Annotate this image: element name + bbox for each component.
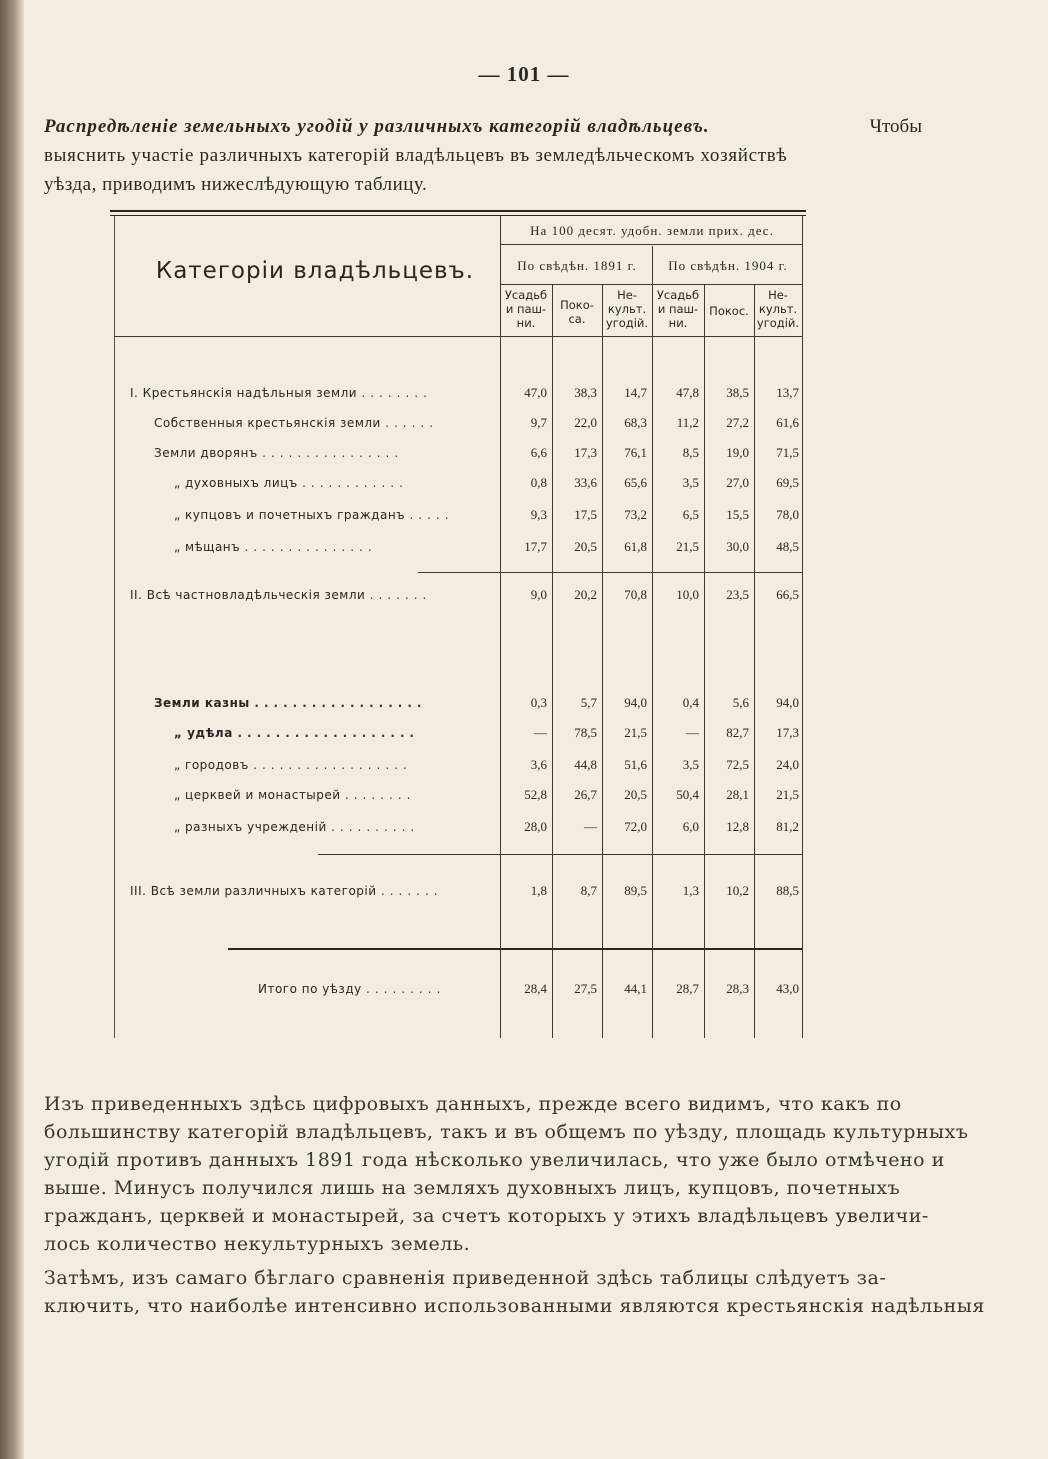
table-cell: 6,5 bbox=[682, 507, 699, 522]
book-spine-shadow bbox=[0, 0, 24, 1459]
table-cell: 21,5 bbox=[624, 725, 647, 740]
table-cell: 15,5 bbox=[726, 507, 749, 522]
subheader-arable-1891: Усадьб и паш-ни. bbox=[504, 288, 548, 330]
table-cell: 6,0 bbox=[682, 819, 699, 834]
row-label: II. Всѣ частновладѣльческія земли ....... bbox=[130, 588, 432, 602]
table-cell: 17,3 bbox=[776, 725, 799, 740]
year-1904-header: По свѣдѣн. 1904 г. bbox=[668, 258, 788, 273]
year-1891-header: По свѣдѣн. 1891 г. bbox=[517, 258, 637, 273]
page-number: — 101 — bbox=[478, 62, 570, 86]
table-cell: 47,8 bbox=[676, 385, 699, 400]
row-label: Земли дворянъ ................ bbox=[154, 446, 404, 460]
group-column-header: На 100 десят. удобн. земли прих. дес. bbox=[530, 223, 774, 238]
table-cell: 71,5 bbox=[776, 445, 799, 460]
table-cell: 20,2 bbox=[574, 587, 597, 602]
table-cell: 38,5 bbox=[726, 385, 749, 400]
table-cell: 52,8 bbox=[524, 787, 547, 802]
row-label: „ духовныхъ лицъ ............ bbox=[174, 476, 408, 490]
table-cell: 17,3 bbox=[574, 445, 597, 460]
table-cell: 3,6 bbox=[530, 757, 547, 772]
table-cell: 47,0 bbox=[524, 385, 547, 400]
table-cell: 1,3 bbox=[682, 883, 699, 898]
table-cell: 88,5 bbox=[776, 883, 799, 898]
row-label: „ городовъ .................. bbox=[174, 758, 412, 772]
table-cell: 70,8 bbox=[624, 587, 647, 602]
subheader-uncultivated-1891: Не-культ. угодій. bbox=[605, 288, 649, 330]
table-cell: 28,3 bbox=[726, 981, 749, 996]
table-cell: 33,6 bbox=[574, 475, 597, 490]
table-cell: 3,5 bbox=[682, 757, 699, 772]
land-distribution-table bbox=[110, 210, 806, 1038]
paragraph-1: Изъ приведенныхъ здѣсь цифровыхъ данныхъ, прежде всего видимъ, что какъ по большинству категорій владѣльцевъ, такъ и въ общемъ по уѣзду, площадь культурныхъ угодій противъ данныхъ 1891 года нѣсколько увеличилась, что уже было отмѣчено и выше. Минусъ получился лишь на земляхъ духовныхъ лицъ, купцовъ, почетныхъ гражданъ, церквей и монастырей, за счетъ которыхъ у этихъ владѣльцевъ увеличи- лось количество некультурныхъ земель. bbox=[44, 1093, 969, 1255]
table-cell: 72,0 bbox=[624, 819, 647, 834]
table-cell: 0,4 bbox=[682, 695, 699, 710]
table-cell: 8,7 bbox=[580, 883, 597, 898]
table-cell: 43,0 bbox=[776, 981, 799, 996]
table-cell: 10,0 bbox=[676, 587, 699, 602]
table-cell: 23,5 bbox=[726, 587, 749, 602]
table-cell: 10,2 bbox=[726, 883, 749, 898]
table-cell: 9,0 bbox=[530, 587, 547, 602]
table-cell: 82,7 bbox=[726, 725, 749, 740]
table-cell: 28,7 bbox=[676, 981, 699, 996]
section-heading: Распредѣленіе земельныхъ угодій у различныхъ категорій владѣльцевъ. bbox=[44, 116, 710, 137]
table-cell: 27,0 bbox=[726, 475, 749, 490]
table-cell: 61,8 bbox=[624, 539, 647, 554]
table-cell: 28,1 bbox=[726, 787, 749, 802]
subheader-hay-1904: Покос. bbox=[709, 304, 749, 318]
table-cell: 78,0 bbox=[776, 507, 799, 522]
table-cell: 8,5 bbox=[682, 445, 699, 460]
table-cell: 1,8 bbox=[530, 883, 547, 898]
table-cell: 66,5 bbox=[776, 587, 799, 602]
row-label: „ разныхъ учрежденій .......... bbox=[174, 820, 420, 834]
subheader-uncultivated-1904: Не-культ. угодій. bbox=[756, 288, 800, 330]
table-cell: 89,5 bbox=[624, 883, 647, 898]
table-cell: 44,1 bbox=[624, 981, 647, 996]
table-cell: 9,7 bbox=[530, 415, 547, 430]
table-cell: 21,5 bbox=[676, 539, 699, 554]
table-cell: 94,0 bbox=[776, 695, 799, 710]
table-cell: 50,4 bbox=[676, 787, 699, 802]
table-cell: 0,3 bbox=[530, 695, 547, 710]
table-cell: 28,0 bbox=[524, 819, 547, 834]
table-cell: 20,5 bbox=[574, 539, 597, 554]
table-cell: 14,7 bbox=[624, 385, 647, 400]
table-cell: 17,5 bbox=[574, 507, 597, 522]
row-label: Итого по уѣзду ......... bbox=[258, 982, 446, 996]
table-cell: 38,3 bbox=[574, 385, 597, 400]
row-label: „ церквей и монастырей ........ bbox=[174, 788, 416, 802]
row-label: I. Крестьянскія надѣльныя земли ........ bbox=[130, 386, 432, 400]
row-label: Собственныя крестьянскія земли ...... bbox=[154, 416, 439, 430]
table-cell: 21,5 bbox=[776, 787, 799, 802]
subheader-arable-1904: Усадьб и паш-ни. bbox=[656, 288, 700, 330]
table-cell: 9,3 bbox=[530, 507, 547, 522]
table-cell: 0,8 bbox=[530, 475, 547, 490]
table-cell: 94,0 bbox=[624, 695, 647, 710]
paragraph-2: Затѣмъ, изъ самаго бѣглаго сравненія приведенной здѣсь таблицы слѣдуетъ за- ключить, что наиболѣе интенсивно использованными являются крестьянскія надѣльныя bbox=[44, 1267, 985, 1317]
table-cell: 68,3 bbox=[624, 415, 647, 430]
table-cell: 11,2 bbox=[676, 415, 699, 430]
row-label: „ мѣщанъ ............... bbox=[174, 540, 377, 554]
table-cell: 24,0 bbox=[776, 757, 799, 772]
table-cell: 28,4 bbox=[524, 981, 547, 996]
table-cell: 19,0 bbox=[726, 445, 749, 460]
table-cell: — bbox=[584, 819, 597, 834]
table-cell: — bbox=[534, 725, 547, 740]
table-cell: 26,7 bbox=[574, 787, 597, 802]
subheader-hay-1891: Поко-са. bbox=[560, 298, 594, 326]
row-label: Земли казны .................. bbox=[154, 696, 427, 710]
table-cell: 22,0 bbox=[574, 415, 597, 430]
table-cell: 76,1 bbox=[624, 445, 647, 460]
table-cell: 48,5 bbox=[776, 539, 799, 554]
table-cell: 27,5 bbox=[574, 981, 597, 996]
table-cell: 20,5 bbox=[624, 787, 647, 802]
category-column-header: Категоріи владѣльцевъ. bbox=[155, 258, 475, 284]
table-cell: 17,7 bbox=[524, 539, 547, 554]
table-cell: 72,5 bbox=[726, 757, 749, 772]
table-cell: — bbox=[686, 725, 699, 740]
table-cell: 6,6 bbox=[530, 445, 547, 460]
table-cell: 61,6 bbox=[776, 415, 799, 430]
table-cell: 81,2 bbox=[776, 819, 799, 834]
row-label: „ купцовъ и почетныхъ гражданъ ..... bbox=[174, 508, 454, 522]
table-cell: 51,6 bbox=[624, 757, 647, 772]
table-cell: 69,5 bbox=[776, 475, 799, 490]
table-cell: 13,7 bbox=[776, 385, 799, 400]
table-cell: 3,5 bbox=[682, 475, 699, 490]
table-cell: 65,6 bbox=[624, 475, 647, 490]
intro-paragraph: Распредѣленіе земельныхъ угодій у различныхъ категорій владѣльцевъ. Чтобы выяснить участіе различныхъ категорій владѣльцевъ въ земледѣльческомъ хозяйствѣ уѣзда, приводимъ нижеслѣдующую таблицу. bbox=[44, 116, 922, 195]
table-cell: 5,6 bbox=[732, 695, 749, 710]
row-label: „ удѣла ................... bbox=[174, 726, 420, 740]
table-cell: 5,7 bbox=[580, 695, 597, 710]
table-cell: 30,0 bbox=[726, 539, 749, 554]
table-cell: 78,5 bbox=[574, 725, 597, 740]
table-cell: 27,2 bbox=[726, 415, 749, 430]
row-label: III. Всѣ земли различныхъ категорій ....... bbox=[130, 884, 443, 898]
table-cell: 44,8 bbox=[574, 757, 597, 772]
table-cell: 12,8 bbox=[726, 819, 749, 834]
table-cell: 73,2 bbox=[624, 507, 647, 522]
